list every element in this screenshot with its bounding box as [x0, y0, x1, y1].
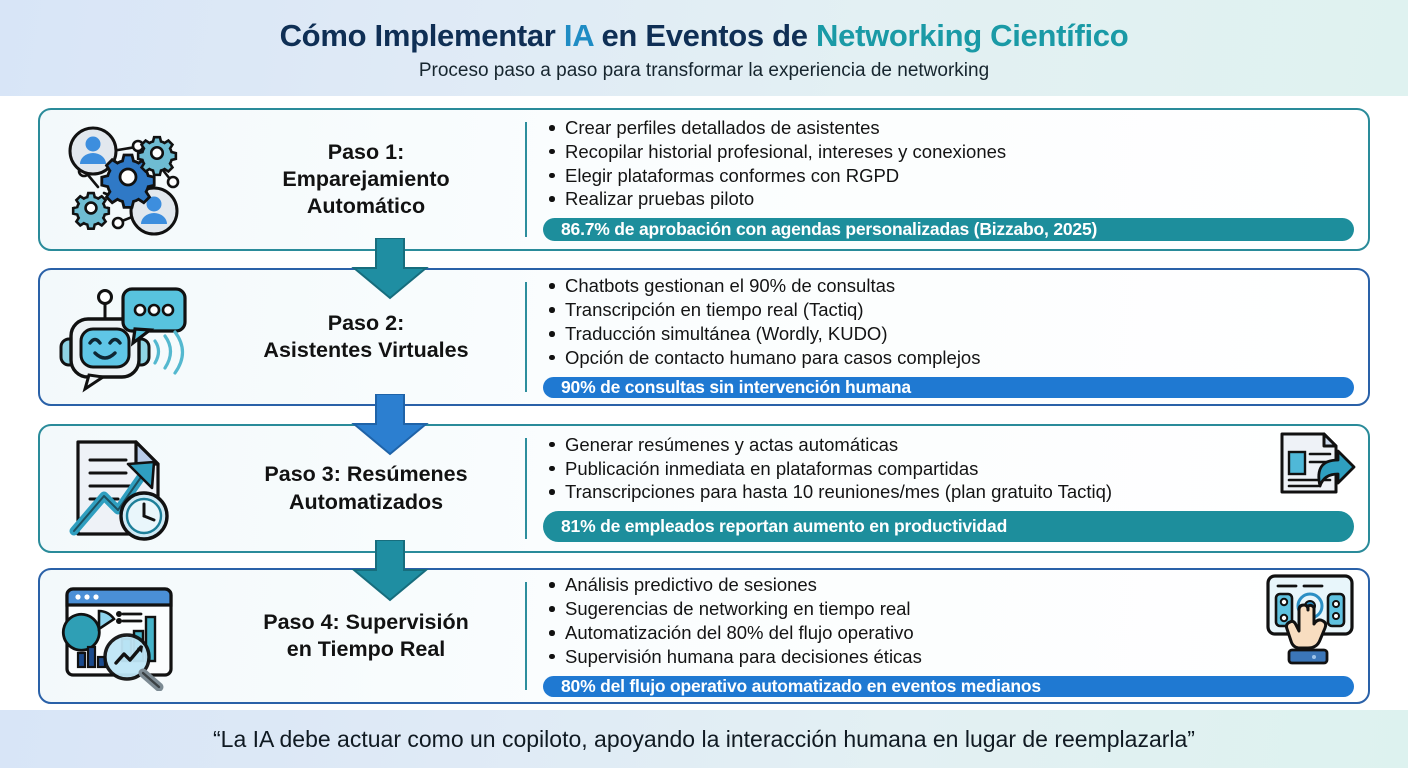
step-1-icon-cell	[40, 110, 205, 249]
list-item: Supervisión humana para decisiones éticas	[543, 645, 1354, 669]
list-item: Opción de contacto humano para casos complejos	[543, 346, 1354, 370]
step-3-title-line-2: Automatizados	[288, 489, 444, 514]
step-4-bullet-list	[543, 573, 1354, 668]
page-footer	[0, 710, 1408, 768]
list-item: Sugerencias de networking en tiempo real	[543, 597, 1354, 621]
list-item: Análisis predictivo de sesiones	[543, 573, 1354, 597]
page-header	[0, 0, 1408, 96]
step-1-stat-badge: 86.7% de aprobación con agendas personalizadas (Bizzabo, 2025)	[543, 218, 1354, 241]
list-item: Generar resúmenes y actas automáticas	[543, 433, 1354, 457]
step-3-title-line-1: Paso 3: Resúmenes	[264, 462, 468, 487]
step-4-icon-cell	[40, 570, 205, 702]
step-3-stat-badge: 81% de empleados reportan aumento en productividad	[543, 511, 1354, 542]
step-1-title	[282, 139, 449, 220]
down-arrow-icon	[344, 540, 436, 602]
step-1-bullet-list	[543, 116, 1354, 211]
step-4-title-line-1: Paso 4: Supervisión	[263, 609, 469, 634]
steps-board	[0, 96, 1408, 710]
list-item: Realizar pruebas piloto	[543, 187, 1354, 211]
step-card-2[interactable]	[38, 268, 1370, 406]
step-card-1[interactable]	[38, 108, 1370, 251]
hand-touch-panel-icon	[1262, 572, 1360, 668]
arrow-step1-to-step2	[344, 238, 436, 300]
step-1-title-line-1: Paso 1:	[327, 139, 405, 164]
step-2-icon-cell	[40, 270, 205, 404]
down-arrow-icon	[344, 238, 436, 300]
step-3-content	[527, 426, 1368, 551]
step-4-content	[527, 570, 1368, 702]
list-item: Elegir plataformas conformes con RGPD	[543, 164, 1354, 188]
title-segment-1: Cómo Implementar	[279, 18, 564, 54]
page-subtitle: Proceso paso a paso para transformar la experiencia de networking	[418, 59, 990, 81]
list-item: Traducción simultánea (Wordly, KUDO)	[543, 322, 1354, 346]
people-network-gears-icon	[58, 121, 188, 239]
list-item: Automatización del 80% del flujo operativo	[543, 621, 1354, 645]
step-3-title	[264, 461, 467, 515]
step-1-title-cell	[205, 110, 527, 249]
dashboard-analytics-magnifier-icon	[61, 581, 185, 691]
step-card-4[interactable]	[38, 568, 1370, 704]
page-title	[280, 20, 1129, 53]
step-3-bullet-list	[543, 433, 1354, 504]
step-1-content	[527, 110, 1368, 249]
step-4-stat-badge: 80% del flujo operativo automatizado en eventos medianos	[543, 676, 1354, 697]
list-item: Recopilar historial profesional, intereses y conexiones	[543, 140, 1354, 164]
arrow-step3-to-step4	[344, 540, 436, 602]
chatbot-robot-icon	[53, 281, 193, 393]
step-4-title-line-2: en Tiempo Real	[286, 637, 446, 661]
title-segment-2: en Eventos de	[593, 18, 817, 54]
step-4-title	[263, 609, 469, 663]
step-2-title-line-2: Asistentes Virtuales	[263, 338, 469, 362]
arrow-step2-to-step3	[344, 394, 436, 456]
list-item: Publicación inmediata en plataformas compartidas	[543, 457, 1354, 481]
step-2-content	[527, 270, 1368, 404]
step-3-side-icon-wrap	[1274, 430, 1360, 501]
list-item: Chatbots gestionan el 90% de consultas	[543, 274, 1354, 298]
footer-quote: “La IA debe actuar como un copiloto, apoyando la interacción humana en lugar de reemplazarla”	[213, 725, 1195, 752]
step-2-title-line-1: Paso 2:	[327, 310, 405, 335]
step-2-title	[263, 310, 468, 364]
step-card-3[interactable]	[38, 424, 1370, 553]
list-item: Crear perfiles detallados de asistentes	[543, 116, 1354, 140]
step-1-title-line-2: Emparejamiento	[282, 166, 450, 191]
document-growth-clock-icon	[64, 434, 182, 544]
step-4-side-icon-wrap	[1262, 572, 1360, 673]
step-1-title-line-3: Automático	[306, 194, 426, 219]
step-3-icon-cell	[40, 426, 205, 551]
document-share-icon	[1274, 430, 1360, 496]
title-accent-ia: IA	[563, 18, 594, 54]
step-2-stat-badge: 90% de consultas sin intervención humana	[543, 377, 1354, 398]
step-2-bullet-list	[543, 274, 1354, 369]
down-arrow-icon	[344, 394, 436, 456]
list-item: Transcripciones para hasta 10 reuniones/mes (plan gratuito Tactiq)	[543, 480, 1354, 504]
title-accent-networking: Networking Científico	[816, 18, 1129, 54]
list-item: Transcripción en tiempo real (Tactiq)	[543, 298, 1354, 322]
